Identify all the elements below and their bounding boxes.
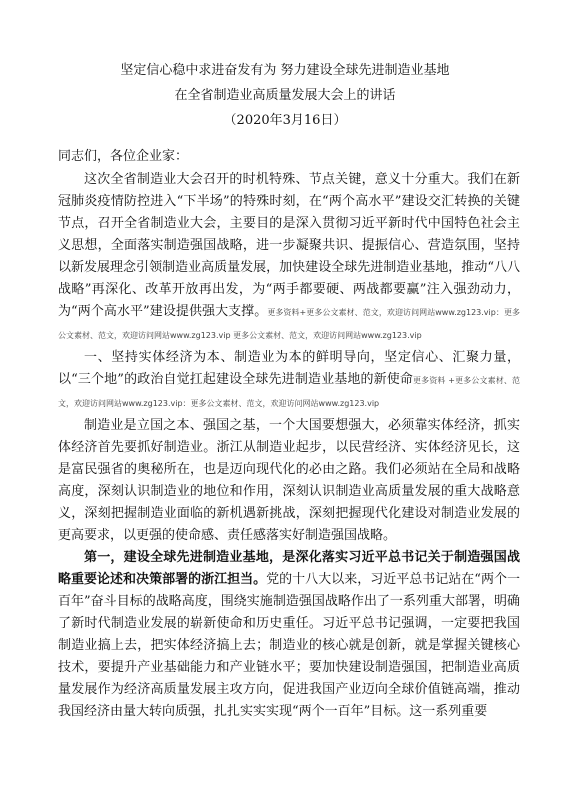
document-date: （2020年3月16日） (223, 113, 347, 128)
document-body (58, 146, 520, 723)
first-point-text: 党的十八大以来，习近平总书记站在“两个一百年”奋斗目标的战略高度，围绕实施制造强国战略作出了一系列重大部署，明确了新时代制造业发展的崭新使命和历史重任。习近平总书记强调，一定要把我国制造业搞上去，把实体经济搞上去；制造业的核心就是创新，就是掌握关键核心技术，要提升产业基础能力和产业链水平；要加快建设制造强国，把制造业高质量发展作为经济高质量发展主攻方向，促进我国产业迈向全球价值链高端，推动我国经济由量大转向质强，扎扎实实实现“两个一百年”目标。这一系列重要 (58, 572, 520, 719)
section-heading-one-text: 一、坚持实体经济为本、制造业为本的鲜明导向，坚定信心、汇聚力量，以“三个地”的政治自觉扛起建设全球先进制造业基地的新使命 (58, 350, 520, 387)
first-point-lead: 第一，建设全球先进制造业基地，是深化落实习近平总书记关于制造强国战略重要论述和决策部署的浙江担当。 (58, 550, 520, 587)
document-subtitle: 在全省制造业高质量发展大会上的讲话 (174, 88, 396, 103)
document-title: 坚定信心稳中求进奋发有为 努力建设全球先进制造业基地 (120, 63, 450, 78)
promo-note: 更多资料 +更多公文素材、范文，欢迎访问网站www.zg123.vip：更多公文素材、范文，欢迎访问网站www.zg123.vip (58, 376, 521, 408)
paragraph-opening-text: 这次全省制造业大会召开的时机特殊、节点关键，意义十分重大。我们在新冠肺炎疫情防控进入“下半场”的特殊时刻，在“两个高水平”建设交汇转换的关键节点，召开全省制造业大会，主要目的是深入贯彻习近平新时代中国特色社会主义思想，全面落实制造强国战略，进一步凝聚共识、提振信心、营造氛围，坚持以新发展理念引领制造业高质量发展，加快建设全球先进制造业基地，推动“八八战略”再深化、改革开放再出发，为“两手都要硬、两战都要赢”注入强劲动力，为“两个高水平”建设提供强大支撑。 (58, 172, 520, 319)
paragraph-first-point (58, 547, 520, 723)
salutation: 同志们，各位企业家： (58, 149, 189, 164)
paragraph-manufacturing: 制造业是立国之本、强国之基，一个大国要想强大，必须靠实体经济，抓实体经济首先要抓好制造业。浙江从制造业起步，以民营经济、实体经济见长，这是富民强省的奥秘所在，也是迈向现代化的必由之路。我们必须站在全局和战略高度，深刻认识制造业的地位和作用，深刻认识制造业高质量发展的重大战略意义，深刻把握制造业面临的新机遇新挑战，深刻把握现代化建设对制造业发展的更高要求，以更强的使命感、责任感落实好制造强国战略。 (58, 418, 520, 543)
promo-note: 更多资料+更多公文素材、范文，欢迎访问网站www.zg123.vip：更多公文素材、范文，欢迎访问网站www.zg123.vip 更多公文素材、范文，欢迎访问网站www.zg123.vip (58, 308, 521, 340)
section-heading-one (58, 347, 520, 415)
paragraph-opening (58, 169, 520, 347)
title-block (60, 60, 510, 132)
